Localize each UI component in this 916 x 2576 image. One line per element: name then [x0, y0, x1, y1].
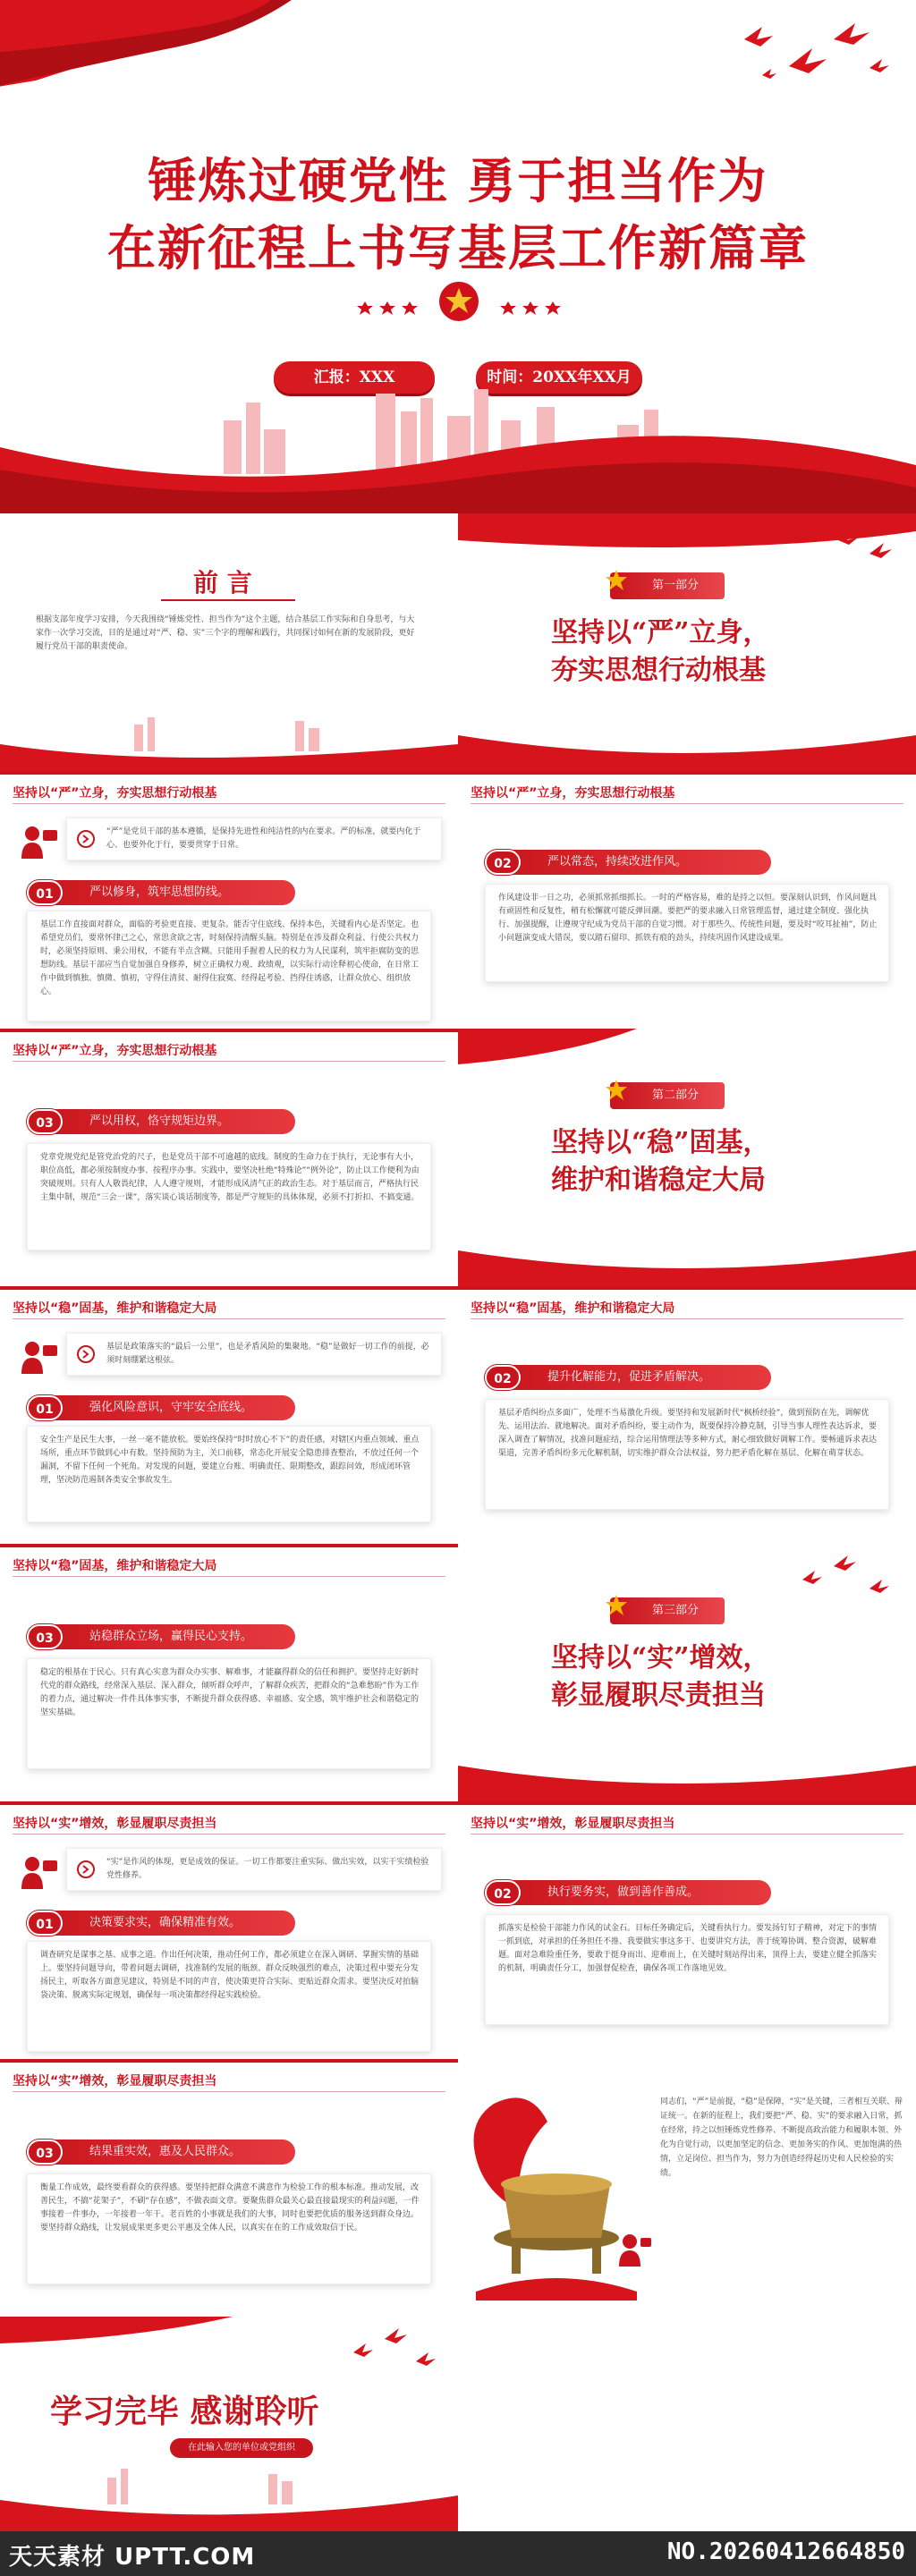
section-text: 基层矛盾纠纷点多面广，处理不当易激化升级。要坚持和发展新时代“枫桥经验”，做到预防在先，调解优先、运用法治、就地解决。面对矛盾纠纷，要主动作为，既要保持冷静克制，引导当事人理性表达诉求，要深入调查了解情况，找准问题症结，综合运用情理法等多种方式，耐心细致做好调解工作。要畅通诉求表达渠道，完善矛盾纠纷多元化解机制，切实维护群众合法权益，努力把矛盾化解在基层、化解在萌芽状态。: [498, 1409, 878, 1458]
section-text: 稳定的根基在于民心。只有真心实意为群众办实事、解难事，才能赢得群众的信任和拥护。要坚持走好新时代党的群众路线，经常深入基层、深入群众，倾听群众呼声，了解群众疾苦，把群众的“急难愁盼”作为工作的着力点，通过解决一件件具体事实事，不断提升群众获得感、幸福感、安全感，筑牢维护社会和谐稳定的坚实基础。: [40, 1668, 420, 1717]
watermark-bar: [0, 2531, 916, 2576]
header-bar: [0, 1544, 458, 1547]
section-text: 作风建设非一日之功，必须抓常抓细抓长。一时的严格容易，难的是持之以恒。要深刻认识到，作风问题具有顽固性和反复性，稍有松懈就可能反弹回潮。要把严的要求融入日常管理监督，通过建全制度、强化执行、加强提醒，让遵规守纪成为党员干部的自觉习惯。对于那些久、传统性问题，要及时“咬耳扯袖”，防止小问题演变成大错误，要以踏石留印、抓铁有痕的劲头，持续巩固作风建设成果。: [498, 894, 878, 943]
content-card: [27, 1658, 431, 1769]
star-icon: [605, 1079, 628, 1102]
party-emblem-stars: [356, 279, 562, 324]
doves-decoration: [726, 21, 905, 102]
arrow-circle-icon: [76, 1860, 96, 1879]
content-card: [27, 2174, 431, 2284]
part3-title-line2: 彰显履职尽责担当: [551, 1680, 766, 1711]
bottom-wave-decoration: [0, 717, 458, 771]
city-skyline-wave: [0, 385, 916, 513]
cover-title-line2: 在新征程上书写基层工作新篇章: [107, 219, 809, 276]
city-skyline-wave: [0, 2469, 458, 2531]
content-card: [27, 1941, 431, 2052]
part1-badge: 第一部分: [610, 572, 725, 599]
summary-text: 同志们，“严”是前提，“稳”是保障，“实”是关键，三者相互关联、辩证统一。在新的征程上，我们要把“严、稳、实”的要求融入日常，抓在经常，持之以恒锤炼党性修养、不断提高政治能力和履职本领、外化为自觉行动，以更加坚定的信念、更加务实的作风、更加饱满的热情，立足岗位、担当作为，努力为创造经得起历史和人民检验的实绩。: [660, 2097, 903, 2178]
content-card: [485, 884, 889, 982]
header-divider: [13, 2091, 445, 2092]
speaker-icon: [20, 1338, 59, 1374]
watermark-right: NO.20260412664850: [666, 2538, 905, 2565]
cover-title-line1: 锤炼过硬党性 勇于担当作为: [148, 152, 768, 209]
preface-title: 前 言: [193, 568, 252, 597]
part2-badge: 第二部分: [610, 1082, 725, 1109]
part2-title-line2: 维护和谐稳定大局: [551, 1165, 766, 1196]
section-bar: 严以修身，筑牢思想防线。: [27, 880, 295, 905]
top-ribbon-decoration: [0, 2317, 233, 2352]
section-number-03: 03: [27, 1109, 63, 1134]
part3-cover-slide: [458, 1544, 916, 1801]
slide-header: 坚持以“实”增效，彰显履职尽责担当: [13, 1817, 217, 1831]
star-icon: [605, 569, 628, 592]
section-bar: 站稳群众立场，赢得民心支持。: [27, 1624, 295, 1649]
header-divider: [13, 1576, 445, 1577]
header-divider: [13, 1834, 445, 1835]
part1-content-slide-b: [458, 771, 916, 1029]
speaker-icon: [20, 1853, 59, 1889]
closing-subtitle-pill: 在此输入您的单位或党组织: [170, 2438, 313, 2458]
slide-header: 坚持以“实”增效，彰显履职尽责担当: [471, 1817, 675, 1831]
header-divider: [471, 1834, 903, 1835]
flag-ribbon-decoration: [0, 0, 304, 89]
header-bar: [458, 1801, 916, 1805]
slide-header: 坚持以“稳”固基，维护和谐稳定大局: [13, 1559, 217, 1573]
header-bar: [0, 2059, 458, 2063]
content-card: [485, 1914, 889, 2025]
part1-cover-slide: [458, 513, 916, 771]
intro-card: [66, 1848, 442, 1891]
header-divider: [471, 803, 903, 804]
header-bar: [0, 1029, 458, 1032]
slide-header: 坚持以“稳”固基，维护和谐稳定大局: [471, 1301, 675, 1316]
content-card: [485, 1399, 889, 1510]
part2-content-slide-a: [0, 1286, 458, 1544]
content-card: [27, 911, 431, 1021]
header-bar: [458, 1286, 916, 1290]
section-number-03: 03: [27, 2140, 63, 2165]
section-number-01: 01: [27, 1395, 63, 1420]
section-text: 衡量工作成效，最终要看群众的获得感。要坚持把群众满意不满意作为检验工作的根本标准。推动发展，改善民生，不搞“花架子”，不刷“存在感”，不做表面文章。要聚焦群众最关心最直接最现实的利益问题，一件事接着一件事办，一年接着一年干。老百姓的小事就是我们的大事，同时也要把优质的服务送到群众身边。要坚持群众路线，让发展成果更多更公平惠及全体人民，以真实在在的工作成效取信于民。: [40, 2183, 420, 2233]
section-text: 基层工作直接面对群众，面临的考验更直接、更复杂。能否守住底线、保持本色，关键看内心是否坚定。也希望党员们，要常怀律己之心，常思贪欲之害，时刻保持清醒头脑。特别是在涉及群众利益、行使公共权力时，必须坚持原则、秉公用权，不能有半点含糊。只能用手握着人民的权力为人民谋利，筑牢拒腐防变的思想防线。基层干部应当自觉加强自身修养，树立正确权力观、政绩观，以实际行动诠释初心使命，在日常工作中做到慎独、慎微、慎初，守得住清贫、耐得住寂寞、经得起考验、挡得住诱惑，让群众放心、组织放心。: [40, 920, 420, 996]
section-number-03: 03: [27, 1624, 63, 1649]
part1-title-line1: 坚持以“严”立身，: [551, 617, 770, 648]
part2-content-slide-c: [0, 1544, 458, 1801]
header-divider: [13, 1061, 445, 1062]
bottom-wave-decoration: [458, 1748, 916, 1801]
speaker-icon: [617, 2231, 653, 2267]
part1-title-line2: 夯实思想行动根基: [551, 655, 766, 686]
part3-content-slide-a: [0, 1801, 458, 2059]
bottom-wave-decoration: [458, 1233, 916, 1286]
section-number-01: 01: [27, 880, 63, 905]
preface-text: 根据支部年度学习安排，今天我围绕“锤炼党性、担当作为”这个主题，结合基层工作实际和自身思考，与大家作一次学习交流，目的是通过对“严、稳、实”三个字的理解和践行，共同探讨如何在新的发展阶段，更好履行党员干部的职责使命。: [36, 615, 415, 651]
section-bar: 强化风险意识，守牢安全底线。: [27, 1395, 295, 1420]
section-bar: 决策要求实，确保精准有效。: [27, 1911, 295, 1936]
part1-content-slide-c: [0, 1029, 458, 1286]
preface-slide: [0, 513, 458, 771]
header-bar: [0, 1801, 458, 1805]
section-number-02: 02: [485, 1880, 521, 1905]
header-bar: [0, 1286, 458, 1290]
part1-content-slide-a: [0, 771, 458, 1029]
bottom-wave-decoration: [458, 717, 916, 771]
part2-intro: 基层是政策落实的“最后一公里”，也是矛盾风险的集聚地。“稳”是做好一切工作的前提，必须时刻绷紧这根弦。: [106, 1343, 429, 1365]
star-icon: [605, 1594, 628, 1617]
time-pill: 时间：20XX年XX月: [476, 361, 642, 394]
part2-content-slide-b: [458, 1286, 916, 1544]
slide-header: 坚持以“实”增效，彰显履职尽责担当: [13, 2074, 217, 2089]
reporter-pill: 汇报：XXX: [274, 361, 435, 394]
intro-card: [66, 818, 442, 860]
section-text: 抓落实是检验干部能力作风的试金石。目标任务确定后，关键看执行力。要发扬钉钉子精神，对定下的事情一抓到底，对承担的任务担任不推、我要做实事这多干、也要讲究方法，善于统筹协调、整合资源，破解难题。面对急难险重任务，要敢于挺身而出、迎难而上，在关键时刻站得出来，顶得上去，要建立健全抓落实的机制，明确责任分工，加强督促检查，确保各项工作落地见效。: [498, 1924, 878, 1973]
summary-slide: [458, 2059, 916, 2317]
doves-decoration: [798, 1553, 905, 1606]
part2-cover-slide: [458, 1029, 916, 1286]
doves-decoration: [834, 522, 905, 567]
slide-header: 坚持以“稳”固基，维护和谐稳定大局: [13, 1301, 217, 1316]
section-bar: 结果重实效，惠及人民群众。: [27, 2140, 295, 2165]
cover-slide: [0, 0, 916, 513]
section-bar: 执行要务实，做到善作善成。: [485, 1880, 771, 1905]
part2-title-line1: 坚持以“稳”固基，: [551, 1127, 770, 1158]
watermark-left: 天天素材 UPTT.COM: [9, 2544, 256, 2571]
slide-header: 坚持以“严”立身，夯实思想行动根基: [13, 1044, 217, 1058]
section-text: 党章党规党纪是管党治党的尺子，也是党员干部不可逾越的底线。制度的生命力在于执行，无论事有大小，职位高低，都必须按制度办事、按程序办事。实践中，要坚决杜绝“特殊论”“例外论”，防止以工作便利为由突破规则。只有人人敬畏纪律，人人遵守规则，才能形成风清气正的政治生态。对于基层而言，严格执行民主集中制，规范“三会一课”，落实谈心谈话制度等，都是严守规矩的具体体现，必须不打折扣、不搞变通。: [40, 1153, 420, 1202]
speaker-icon: [20, 823, 59, 859]
part3-content-slide-b: [458, 1801, 916, 2059]
title-underline: [161, 599, 295, 601]
section-number-02: 02: [485, 1365, 521, 1390]
closing-title: 学习完毕 感谢聆听: [50, 2393, 319, 2430]
header-bar: [458, 771, 916, 775]
ding-vessel-illustration: [458, 2086, 637, 2301]
intro-card: [66, 1333, 442, 1376]
doves-decoration: [349, 2326, 447, 2379]
header-divider: [13, 803, 445, 804]
section-text: 调查研究是谋事之基、成事之道。作出任何决策，推动任何工作，都必须建立在深入调研、掌握实情的基础上。要坚持问题导向，带着问题去调研，找准制约发展的瓶颈、群众反映强烈的难点，决策过程中要充分发扬民主，听取各方面意见建议，特别是不同的声音，使决策更符合实际、更贴近群众需求。要坚决反对拍脑袋决策、脱离实际定规划，确保每一项决策都经得起实践检验。: [40, 1951, 420, 2000]
section-bar: 严以常态，持续改进作风。: [485, 850, 771, 875]
header-divider: [13, 1318, 445, 1319]
closing-slide: [0, 2317, 458, 2531]
header-bar: [0, 771, 458, 775]
arrow-circle-icon: [76, 829, 96, 849]
section-number-01: 01: [27, 1911, 63, 1936]
slide-header: 坚持以“严”立身，夯实思想行动根基: [471, 786, 675, 801]
slide-header: 坚持以“严”立身，夯实思想行动根基: [13, 786, 217, 801]
part3-badge: 第三部分: [610, 1597, 725, 1624]
section-text: 安全生产是民生大事，一丝一毫不能放松。要始终保持“时时放心不下”的责任感，对辖区内重点领域、重点场所，重点环节做到心中有数。坚持预防为主，关口前移，常态化开展安全隐患排查整治，不放过任何一个漏洞，不留下任何一个死角。对发现的问题，要建立台账、明确责任、限期整改，跟踪问效，形成闭环管理，坚决防范遏制各类安全事故发生。: [40, 1436, 420, 1485]
part3-intro: “实”是作风的体现，更是成效的保证。一切工作都要注重实际、做出实效，以实干实绩检验党性修养。: [106, 1858, 429, 1880]
content-card: [27, 1143, 431, 1250]
content-card: [27, 1426, 431, 1522]
section-bar: 提升化解能力，促进矛盾解决。: [485, 1365, 771, 1390]
part3-content-slide-c: [0, 2059, 458, 2317]
header-divider: [471, 1318, 903, 1319]
arrow-circle-icon: [76, 1344, 96, 1364]
section-number-02: 02: [485, 850, 521, 875]
section-bar: 严以用权，恪守规矩边界。: [27, 1109, 295, 1134]
part3-title-line1: 坚持以“实”增效，: [551, 1642, 770, 1674]
part1-intro: “严”是党员干部的基本遵循，是保持先进性和纯洁性的内在要求。严的标准，就要内化于心、也要外化于行，要要贯穿于日常。: [106, 827, 421, 850]
